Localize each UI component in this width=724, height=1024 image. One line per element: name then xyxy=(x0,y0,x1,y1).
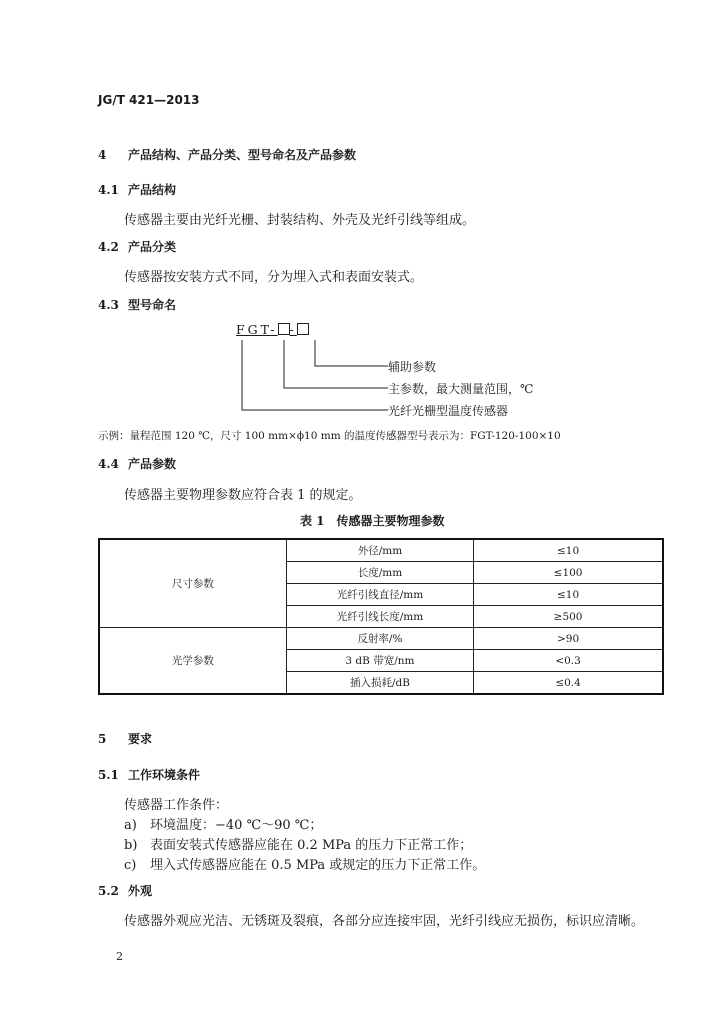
section-title: 外观 xyxy=(128,884,153,898)
section-number: 5 xyxy=(98,732,107,746)
param-cell: 光纤引线长度/mm xyxy=(286,606,473,628)
label-main-param: 主参数，最大测量范围，℃ xyxy=(388,382,534,396)
section-5-1-heading xyxy=(98,766,200,783)
group-cell: 光学参数 xyxy=(99,628,286,695)
params-table xyxy=(98,538,664,695)
model-naming-diagram xyxy=(230,322,570,422)
list-marker: b) xyxy=(124,838,138,853)
section-title: 工作环境条件 xyxy=(128,768,201,782)
param-cell: 长度/mm xyxy=(286,562,473,584)
separator: - xyxy=(289,322,297,337)
list-item xyxy=(124,854,485,873)
param-cell: 插入损耗/dB xyxy=(286,672,473,695)
value-cell: ≥500 xyxy=(474,606,663,628)
section-title: 型号命名 xyxy=(128,298,177,312)
model-example: 示例：量程范围 120 ℃，尺寸 100 mm×ϕ10 mm 的温度传感器型号表示为：FGT-120-100×10 xyxy=(98,430,561,442)
section-4-2-text: 传感器按安装方式不同，分为埋入式和表面安装式。 xyxy=(124,270,424,285)
section-5-2-text: 传感器外观应光洁、无锈斑及裂痕，各部分应连接牢固，光纤引线应无损伤，标识应清晰。 xyxy=(124,914,645,929)
section-4-4-heading xyxy=(98,455,176,472)
section-5-1-intro: 传感器工作条件： xyxy=(124,798,229,813)
section-5-heading xyxy=(98,730,152,747)
section-title: 产品参数 xyxy=(128,457,177,471)
section-title: 产品分类 xyxy=(128,240,177,254)
value-cell: ≤0.4 xyxy=(474,672,663,695)
value-cell: <0.3 xyxy=(474,650,663,672)
param-cell: 反射率/% xyxy=(286,628,473,650)
list-text: 埋入式传感器应能在 0.5 MPa 或规定的压力下正常工作。 xyxy=(150,858,486,873)
table-row xyxy=(99,539,663,562)
group-cell: 尺寸参数 xyxy=(99,539,286,628)
doc-code-header: JG/T 421—2013 xyxy=(98,93,200,107)
section-number: 4.2 xyxy=(98,240,119,254)
section-number: 4 xyxy=(98,148,107,162)
param-cell: 3 dB 带宽/nm xyxy=(286,650,473,672)
value-cell: ≤10 xyxy=(474,539,663,562)
list-marker: c) xyxy=(124,858,137,873)
label-aux-param: 辅助参数 xyxy=(388,360,437,374)
param-cell: 外径/mm xyxy=(286,539,473,562)
section-4-1-heading xyxy=(98,181,176,198)
section-number: 5.1 xyxy=(98,768,119,782)
section-4-1-text: 传感器主要由光纤光栅、封装结构、外壳及光纤引线等组成。 xyxy=(124,213,476,228)
value-cell: ≤10 xyxy=(474,584,663,606)
separator: - xyxy=(270,322,278,337)
table-row xyxy=(99,628,663,650)
section-title: 产品结构、产品分类、型号命名及产品参数 xyxy=(128,148,357,162)
section-title: 要求 xyxy=(128,732,153,746)
section-5-2-heading xyxy=(98,882,152,899)
param-cell: 光纤引线直径/mm xyxy=(286,584,473,606)
page-number: 2 xyxy=(116,950,123,963)
list-text: 表面安装式传感器应能在 0.2 MPa 的压力下正常工作； xyxy=(150,838,473,853)
section-4-2-heading xyxy=(98,238,176,255)
section-4-3-heading xyxy=(98,296,176,313)
section-number: 4.3 xyxy=(98,298,119,312)
label-product-name: 光纤光栅型温度传感器 xyxy=(388,404,509,418)
list-item xyxy=(124,814,322,833)
list-marker: a) xyxy=(124,818,137,833)
section-number: 4.4 xyxy=(98,457,119,471)
table-caption: 表 1 传感器主要物理参数 xyxy=(300,514,445,528)
list-item xyxy=(124,834,472,853)
list-text: 环境温度：−40 ℃～90 ℃； xyxy=(150,818,323,833)
section-4-heading xyxy=(98,146,356,163)
section-number: 5.2 xyxy=(98,884,119,898)
section-4-4-text: 传感器主要物理参数应符合表 1 的规定。 xyxy=(124,488,362,503)
value-cell: >90 xyxy=(474,628,663,650)
model-prefix: FGT xyxy=(236,322,271,337)
value-cell: ≤100 xyxy=(474,562,663,584)
section-number: 4.1 xyxy=(98,183,119,197)
section-title: 产品结构 xyxy=(128,183,177,197)
